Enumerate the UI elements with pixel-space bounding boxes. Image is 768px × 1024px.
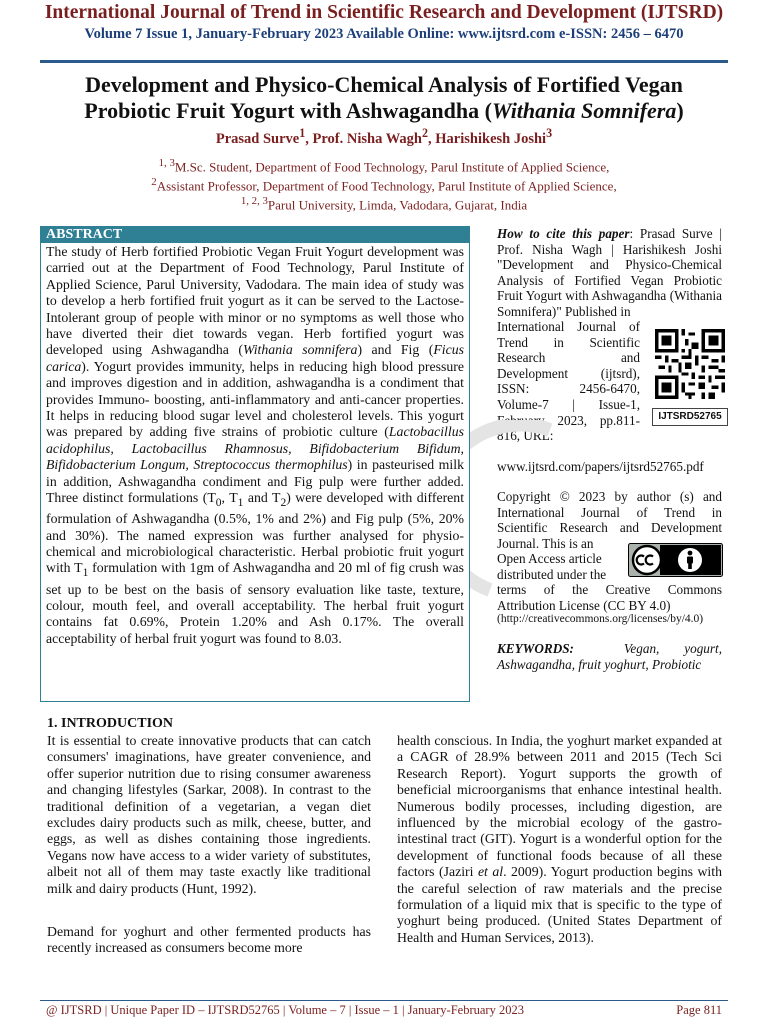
open-access-text: Open Access article distributed under the <box>497 551 607 582</box>
abstract-heading: ABSTRACT <box>40 226 470 243</box>
intro-paragraph-right: health conscious. In India, the yoghurt market expanded at a CAGR of 28.9% between 2011 and 2015 (Tech Sci Research Report). Yogurt supports the growth of beneficial microorganisms that enhance intestinal health. Numerous bodily processes, including digestion, are influenced by the microbial ecology of the gastro-intestinal tract (GIT). Yogurt is a wonderful option for the development of functional foods because of all these factors (Jaziri et al. 2009). Yogurt production begins with the careful selection of raw materials and the precise formulation of a liquid mix that is specific to the type of yoghurt being produced. (United States Department of Health and Human Services, 2013). <box>397 733 722 945</box>
qr-code-icon <box>655 329 725 399</box>
author-name: Prof. Nisha Wagh <box>312 130 422 147</box>
journal-name: International Journal of Trend in Scientific Research and Development (IJTSRD) <box>44 2 724 23</box>
title-line-2: Probiotic Fruit Yogurt with Ashwagandha (Withania Somnifera) <box>84 98 684 123</box>
header-rule <box>40 60 728 63</box>
citation-label: How to cite this paper <box>497 226 630 241</box>
cc-by-icon <box>628 543 723 577</box>
author-name: Prasad Surve <box>215 130 300 147</box>
abstract-text: The study of Herb fortified Probiotic Vegan Fruit Yogurt development was carried out at the Department of Food Technology, Parul Institute of Applied Science, Parul University, Vadodara. The main idea of study was to develop a herb fortified fruit yogurt as it can be served to the Lactose-Intolerant group of people with minor or no symptoms as well those who have diverted their diet towards vegan. Herb fortified yogurt was developed using Ashwagandha (Withania somnifera) and Fig (Ficus carica). Yogurt provides immunity, helps in reducing high blood pressure and improves digestion and in addition, ashwagandha is a condiment that provides Immuno- boosting, anti-inflammatory and anti-cancer properties. It helps in reducing blood sugar level and cholesterol levels. This yogurt was prepared by adding five strains of probiotic culture (Lactobacillus acidophilus, Lactobacillus Rhamnosus, Bifidobacterium Bifidum, Bifidobacterium Longum, Streptococcus thermophilus) in pasteurised milk in addition, Ashwagandha condiment and Fig pulp were further added. Three distinct formulations ($T_0$, $T_1$ and $T_2$) were developed with different formulation of Ashwagandha (0.5%, 1% and 2%) and Fig pulp (5%, 20% and 30%). The named expression was further analysed for physio- chemical and microbiological characteristic. Herbal probiotic fruit yogurt with $T_1$ formulation with 1gm of Ashwagandha and 20 ml of fig crush was set up to be best on the basis of sensory evaluation like taste, texture, colour, mouth feel, and overall acceptability. The herbal fruit yogurt contains fat 0.69%, Protein 1.20% and Ash 0.17%. The overall acceptability of herbal fruit yogurt was found to 8.03. <box>46 244 465 646</box>
page-number: Page 811 <box>676 1003 722 1017</box>
affiliation-3: $^{1, 2, 3}$Parul University, Limda, Vadodara, Gujarat, India <box>240 195 528 213</box>
qr-code-label: IJTSRD52765 <box>652 408 728 426</box>
footer-rule <box>40 1000 728 1001</box>
paper-title <box>0 72 768 124</box>
section-heading-introduction: 1. INTRODUCTION <box>47 716 174 731</box>
affiliation-1: $^{1, 3}$M.Sc. Student, Department of Food Technology, Parul Institute of Applied Science, <box>158 157 610 175</box>
issue-line: Volume 7 Issue 1, January-February 2023 Available Online: www.ijtsrd.com e-ISSN: 2456 – 6470 <box>84 26 684 42</box>
keywords: KEYWORDS: Vegan, yogurt, Ashwagandha, fruit yoghurt, Probiotic <box>497 641 722 672</box>
title-line-1: Development and Physico-Chemical Analysis of Fortified Vegan <box>85 72 683 97</box>
intro-paragraph-2: Demand for yoghurt and other fermented products has recently increased as consumers become more <box>47 924 371 956</box>
intro-paragraph-1: It is essential to create innovative products that can catch consumers' imaginations, have greater convenience, and offer superior nutrition due to rising consumer awareness and changing lifestyles (Sarkar, 2008). In contrast to the traditional definition of a vegetarian, a vegan diet excludes dairy products such as milk, cheese, butter, and eggs, as well as dishes containing those ingredients. Vegans now have access to a wider variety of substitutes, albeit not all of them may taste exactly like traditional milk and dairy products (Hunt, 1992). <box>47 733 371 896</box>
license-url[interactable]: (http://creativecommons.org/licenses/by/4.0) <box>497 613 704 625</box>
keywords-label: KEYWORDS: <box>497 641 574 656</box>
affiliation-2: $^2$Assistant Professor, Department of Food Technology, Parul Institute of Applied Science, <box>151 176 617 194</box>
citation-url[interactable]: www.ijtsrd.com/papers/ijtsrd52765.pdf <box>497 459 704 474</box>
author-name: Harishikesh Joshi <box>435 130 547 147</box>
copyright-text: Copyright © 2023 by author (s) and International Journal of Trend in Scientific Research and Development Journal. This is an <box>497 489 722 551</box>
citation-text: How to cite this paper: Prasad Surve | Prof. Nisha Wagh | Harishikesh Joshi "Development and Physico-Chemical Analysis of Fortified Vegan Probiotic Fruit Yogurt with Ashwagandha (Withania Somnifera)" Published in <box>497 226 723 319</box>
license-text: terms of the Creative Commons Attribution License (CC BY 4.0) <box>497 582 722 613</box>
footer-text: @ IJTSRD | Unique Paper ID – IJTSRD52765 | Volume – 7 | Issue – 1 | January-February 2023 <box>46 1003 524 1017</box>
citation-journal-details: International Journal of Trend in Scientific Research and Development (ijtsrd), ISSN: 2456-6470, Volume-7 | Issue-1, February 2023, pp.811-816, URL: <box>497 319 640 444</box>
author-list: Prasad Surve$^1$, Prof. Nisha Wagh$^2$, Harishikesh Joshi$^3$ <box>215 126 553 147</box>
